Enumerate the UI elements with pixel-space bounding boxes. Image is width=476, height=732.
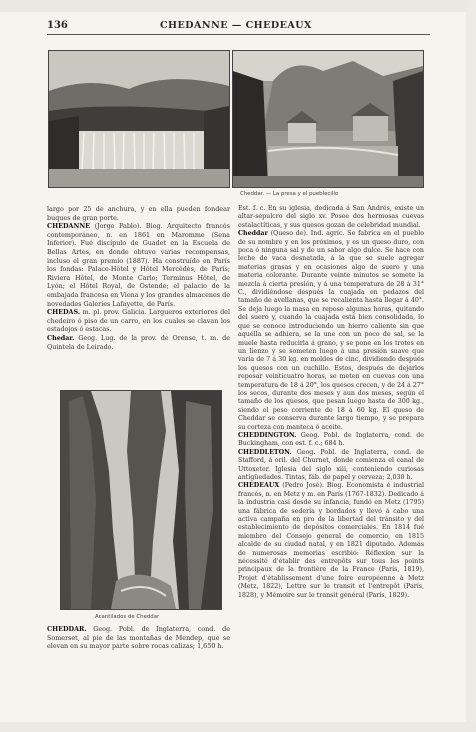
- entry-cheddar: CHEDDAR. Geog. Pobl. de Inglaterra, cond. de Somerset, al pie de las montañas de Mendep, que se elevan en su mayor parte sobre rocas calizas; 1,650 h.: [47, 625, 230, 651]
- left-column-text: [47, 205, 230, 351]
- entry-cheddar-cheese: Cheddar (Queso de). Ind. agríc. Se fabrica en el pueblo de su nombre y en los próximos, y es un queso duro, con poca ó ninguna sal y de un sabor algo dulce. Se hace con leche de vaca desnatada, á la que se suele agregar materias grasas y en ocasiones algo de suero y una materia colorante. Durante veinte minutos se somete la mezcla á cierta presión, y á una temperatura de 28 á 31° C., dividiéndose después la cuajada en pedazos del tamaño de avellanas, que se recalienta hasta llegar á 40°. Se deja luego la masa en reposo algunas horas, quitando del suero y, cuando la cuajada está bien consolidada, lo que se conoce introduciendo un hierro caliente sin que aquélla se adhiera, se la une con un poco de sal, se la muele hasta reducirla á grano, y se pone en los trotes en un lienzo y se someten luego á una presión suave que varía de 7 á 30 kg. en moldes de cinc, dividiendo después los quesos con un cuchillo. Estos, después de dejarlos reposar veinticuatro horas, se meten en cuevas con una temperatura de 18 á 20°, los quesos crecen, y de 24 á 27° los secos, durante dos meses y aun dos meses, según el tamaño de los quesos, que pesan luego hasta de 300 kg., siendo el peso corriente de 18 á 60 kg. El queso de Cheddar se conserva durante largo tiempo, y se prepara su corteza con manteca ó aceite.: [238, 230, 424, 431]
- running-header: CHEDANNE — CHEDEAUX: [160, 20, 312, 31]
- entry-headword: CHEDDINGTON.: [238, 431, 297, 439]
- header-rule: [47, 34, 430, 35]
- page-number: 136: [47, 20, 68, 31]
- entry-chedas: CHEDAS. m. pl. prov. Galicia. Largueros exteriores del chedeiro ó piso de un carro, en los cuales se clavan los estadojos ó estacas.: [47, 308, 230, 334]
- entry-chedeaux: CHEDEAUX (Pedro José). Biog. Economista é industrial francés, n. en Metz y m. en París (1767-1832). Dedicado á la industria casi desde su infancia, fundó en Metz (1795) una fábrica de sedería y bordados y llevó á cabo una activa campaña en pro de la libertad del tránsito y del establecimiento de depósitos comerciales. En 1814 fué miembro del Consejo general de comercio, en 1815 alcalde de su ciudad natal, y en 1821 diputado. Además de numerosas memorias escribió: Réflexion sur la nécessité d'établir des entrepôts sur tous les points principaux de la frontière de la France (París, 1819), Projet d'établissement d'une foire européenne à Metz (Metz, 1822), Lettre sur le transit et l'entrepôt (París, 1828), y Mémoire sur le transit général (París, 1829).: [238, 482, 424, 599]
- page-bottom-edge: [0, 722, 476, 732]
- caption-bottom: Acantilados de Cheddar: [95, 614, 160, 620]
- entry-headword: CHEDAS.: [47, 308, 81, 317]
- entry-headword: CHEDDAR.: [47, 625, 87, 633]
- right-column-text: [238, 205, 424, 600]
- entry-cheddington: CHEDDINGTON. Geog. Pobl. de Inglaterra, cond. de Buckingham, con est. f. c.; 684 h.: [238, 431, 424, 448]
- left-column-bottom: [47, 625, 230, 651]
- entry-paragraph: largo por 25 de anchura, y en ella pueden fondear buques de gran porte.: [47, 205, 230, 222]
- entry-headword: CHEDEAUX: [238, 482, 280, 490]
- page-top-edge: [0, 0, 476, 12]
- entry-headword: Cheddar: [238, 230, 268, 238]
- entry-headword: Chedar.: [47, 333, 75, 342]
- entry-chedar: Chedar. Geog. Lug. de la prov. de Orense, t. m. de Quintela de Leirado.: [47, 333, 230, 351]
- entry-headword: CHEDDLETON.: [238, 448, 292, 456]
- photo-village: [232, 50, 424, 188]
- page-right-edge: [466, 0, 476, 732]
- entry-paragraph: Est. f. c. En su iglesia, dedicada á San Andrés, existe un altar-sepulcro del siglo xv. Posee dos hermosas cuevas estalactíticas, y sus quesos gozan de celebridad mundial.: [238, 205, 424, 229]
- caption-top: Cheddar. — La presa y el pueblecillo: [240, 191, 339, 197]
- photo-cliffs: [60, 390, 222, 610]
- entry-chedanne: CHEDANNE (Jorge Pablo). Biog. Arquitecto francés contemporáneo, n. en 1861 en Maromme (Sena Inferior). Fué discípulo de Guadet en la Escuela de Bellas Artes, en donde obtuvo varias recompensas, incluso el gran premio (1887). Ha construído en París los fondas: Palace-Hôtel y Hôtel Mercédès, de París; Riviera Hôtel, de Monte Carlo; Terminus Hôtel, de Lyón; el Hôtel Royal, de Ostende; el palacio de la embajada francesa en Viena y los grandes almacenes de novedades Galeries Lafayette, de París.: [47, 222, 230, 308]
- entry-cheddleton: CHEDDLETON. Geog. Pobl. de Inglaterra, cond. de Stafford, á oril. del Churnet, donde comienza el canal de Uttoxeter. Iglesia del siglo xiii, conteniendo curiosas antigüedades. Tintas, fáb. de papel y cerveza; 2,030 h.: [238, 448, 424, 481]
- entry-headword: CHEDANNE: [47, 222, 91, 231]
- photo-dam: [48, 50, 230, 188]
